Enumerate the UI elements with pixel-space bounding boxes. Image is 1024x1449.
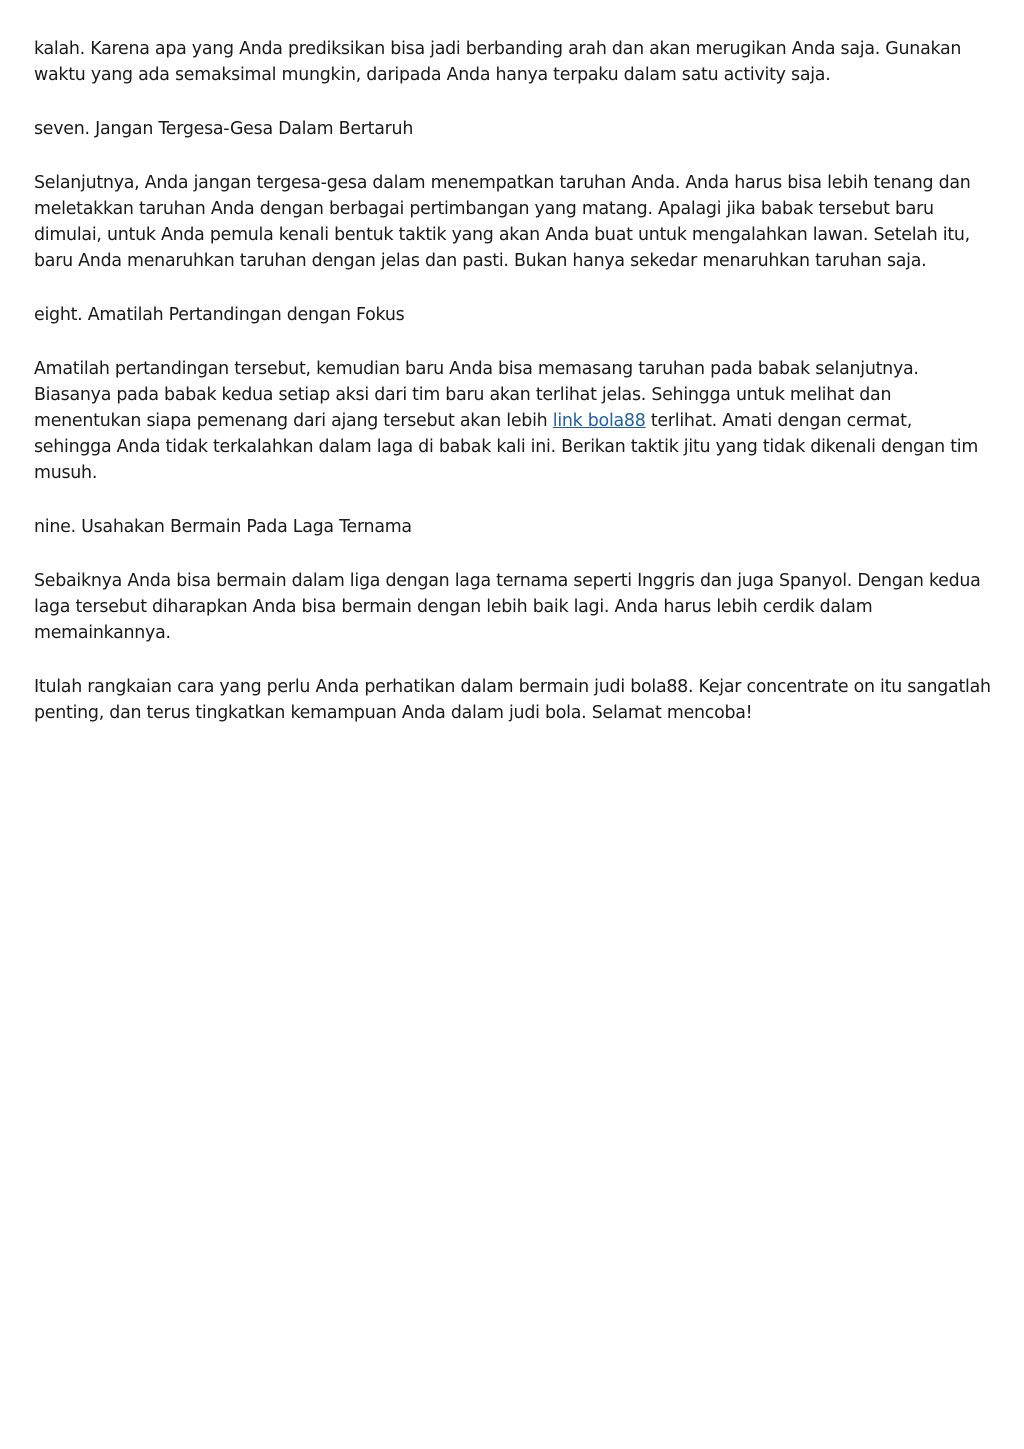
paragraph-eight-text-before: Amatilah pertandingan tersebut, kemudian baru Anda bisa memasang taruhan pada babak selanjutnya. Biasanya pada babak kedua setiap aksi dari tim baru akan terlihat jelas. Sehingga untuk melihat dan menentukan siapa pemenang dari ajang tersebut akan lebih — [34, 359, 919, 431]
paragraph-intro-continuation: kalah. Karena apa yang Anda prediksikan bisa jadi berbanding arah dan akan merugikan Anda saja. Gunakan waktu yang ada semaksimal mungkin, daripada Anda hanya terpaku dalam satu activity saja. — [34, 39, 962, 85]
heading-eight: eight. Amatilah Pertandingan dengan Fokus — [34, 305, 405, 325]
paragraph-seven: Selanjutnya, Anda jangan tergesa-gesa dalam menempatkan taruhan Anda. Anda harus bisa lebih tenang dan meletakkan taruhan Anda dengan berbagai pertimbangan yang matang. Apalagi jika babak tersebut baru dimulai, untuk Anda pemula kenali bentuk taktik yang akan Anda buat untuk mengalahkan lawan. Setelah itu, baru Anda menaruhkan taruhan dengan jelas dan pasti. Bukan hanya sekedar menaruhkan taruhan saja. — [34, 173, 971, 271]
paragraph-conclusion: Itulah rangkaian cara yang perlu Anda perhatikan dalam bermain judi bola88. Kejar concentrate on itu sangatlah penting, dan terus tingkatkan kemampuan Anda dalam judi bola. Selamat mencoba! — [34, 677, 991, 723]
heading-nine: nine. Usahakan Bermain Pada Laga Ternama — [34, 517, 412, 537]
paragraph-nine: Sebaiknya Anda bisa bermain dalam liga dengan laga ternama seperti Inggris dan juga Spanyol. Dengan kedua laga tersebut diharapkan Anda bisa bermain dengan lebih baik lagi. Anda harus lebih cerdik dalam memainkannya. — [34, 571, 981, 643]
heading-seven: seven. Jangan Tergesa-Gesa Dalam Bertaruh — [34, 119, 414, 139]
paragraph-eight-text-after: terlihat. Amati dengan cermat, sehingga Anda tidak terkalahkan dalam laga di babak kali ini. Berikan taktik jitu yang tidak dikenali dengan tim musuh. — [34, 411, 979, 483]
document-body — [34, 36, 994, 754]
paragraph-eight — [34, 356, 994, 486]
bola88-link[interactable]: link bola88 — [552, 411, 646, 431]
